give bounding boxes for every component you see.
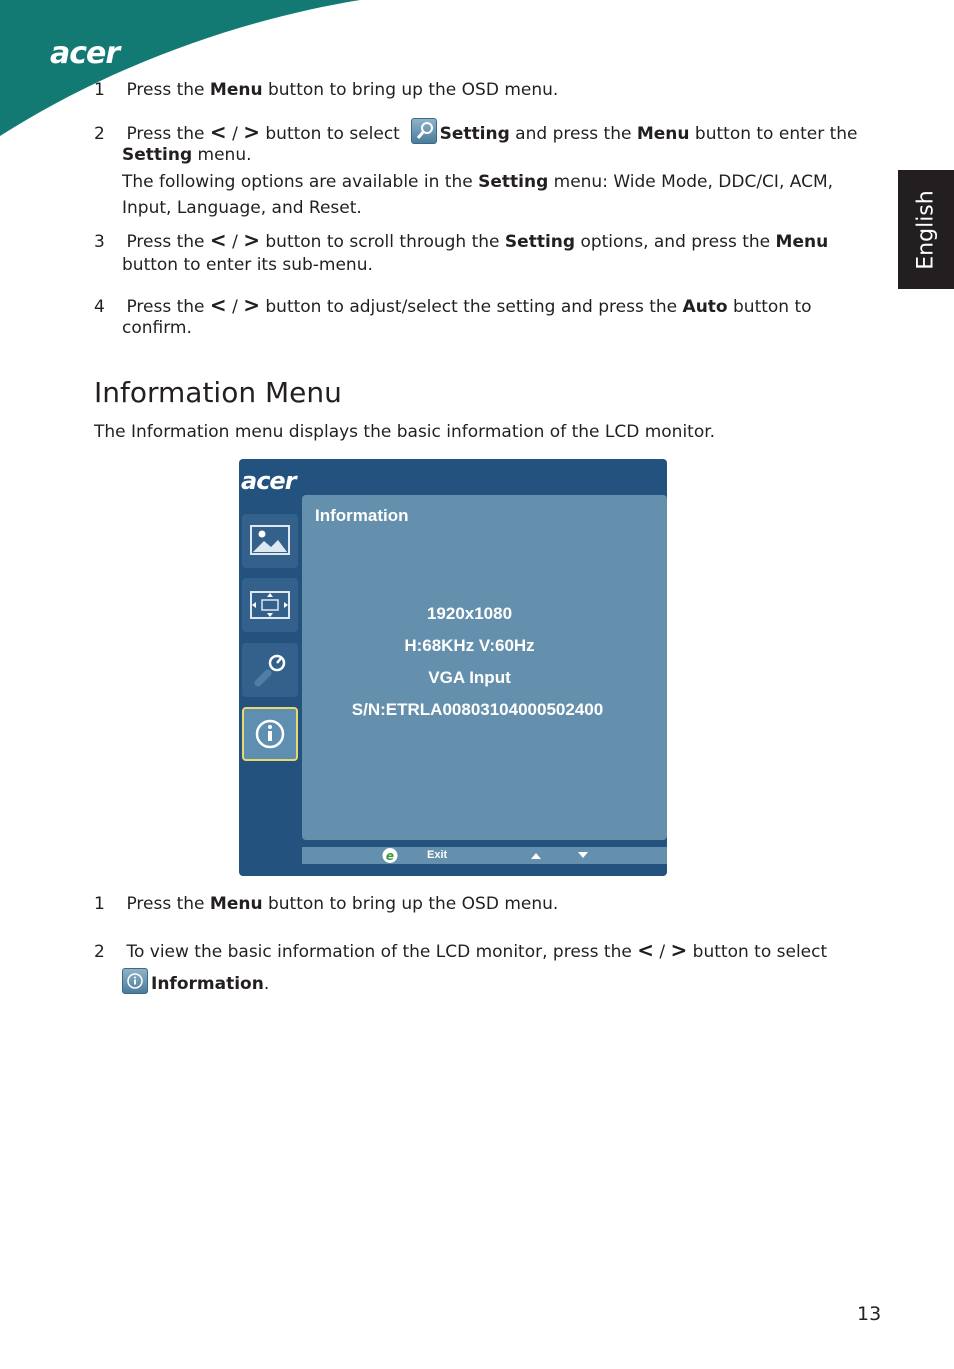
osd-position-button[interactable] bbox=[242, 578, 298, 632]
setting-options-note: The following options are available in the Setting menu: Wide Mode, DDC/CI, ACM, bbox=[122, 172, 834, 192]
information-icon bbox=[244, 709, 296, 759]
up-arrow-icon[interactable] bbox=[530, 851, 542, 860]
exit-label: Exit bbox=[427, 849, 448, 861]
info-step-2: 2 To view the basic information of the LCD monitor, press the < / > button to select bbox=[94, 938, 828, 962]
information-icon bbox=[122, 968, 148, 994]
osd-serial: S/N:ETRLA00803104000502400 bbox=[351, 700, 604, 719]
osd-resolution: 1920x1080 bbox=[426, 604, 513, 623]
acer-logo: acer bbox=[50, 36, 120, 71]
down-arrow-icon[interactable] bbox=[577, 851, 589, 860]
page-number: 13 bbox=[857, 1303, 882, 1325]
position-icon bbox=[242, 578, 298, 632]
osd-frequency: H:68KHz V:60Hz bbox=[404, 636, 535, 655]
setting-step-4-cont: confirm. bbox=[122, 318, 192, 338]
setting-options-note-cont: Input, Language, and Reset. bbox=[122, 198, 362, 218]
osd-acer-logo: acer bbox=[241, 467, 296, 495]
setting-icon bbox=[411, 118, 437, 144]
osd-menu bbox=[239, 459, 667, 876]
setting-step-2: 2 Press the < / > button to select Setting and press the Menu button to enter the bbox=[94, 120, 858, 144]
setting-step-3-cont: button to enter its sub-menu. bbox=[122, 255, 373, 275]
osd-picture-button[interactable] bbox=[242, 514, 298, 568]
setting-step-4: 4 Press the < / > button to adjust/select the setting and press the Auto button to bbox=[94, 293, 812, 317]
setting-step-1: 1 Press the Menu button to bring up the OSD menu. bbox=[94, 80, 559, 100]
osd-information-panel bbox=[302, 495, 667, 840]
osd-bottom-bar bbox=[302, 847, 667, 864]
e-key-icon[interactable] bbox=[381, 847, 399, 864]
info-step-1: 1 Press the Menu button to bring up the OSD menu. bbox=[94, 894, 559, 914]
info-step-2-cont: Information. bbox=[122, 968, 269, 995]
svg-text:e: e bbox=[385, 849, 395, 863]
osd-information-button[interactable] bbox=[242, 707, 298, 761]
section-title: Information Menu bbox=[94, 376, 342, 409]
setting-icon bbox=[242, 643, 298, 697]
setting-step-3: 3 Press the < / > button to scroll through the Setting options, and press the Menu bbox=[94, 228, 829, 252]
osd-input: VGA Input bbox=[428, 668, 511, 687]
osd-setting-button[interactable] bbox=[242, 643, 298, 697]
section-intro: The Information menu displays the basic information of the LCD monitor. bbox=[94, 422, 716, 442]
picture-icon bbox=[242, 514, 298, 568]
setting-step-2-cont: Setting menu. bbox=[122, 145, 252, 165]
osd-panel-title: Information bbox=[315, 506, 409, 525]
language-tab: English bbox=[898, 170, 954, 289]
